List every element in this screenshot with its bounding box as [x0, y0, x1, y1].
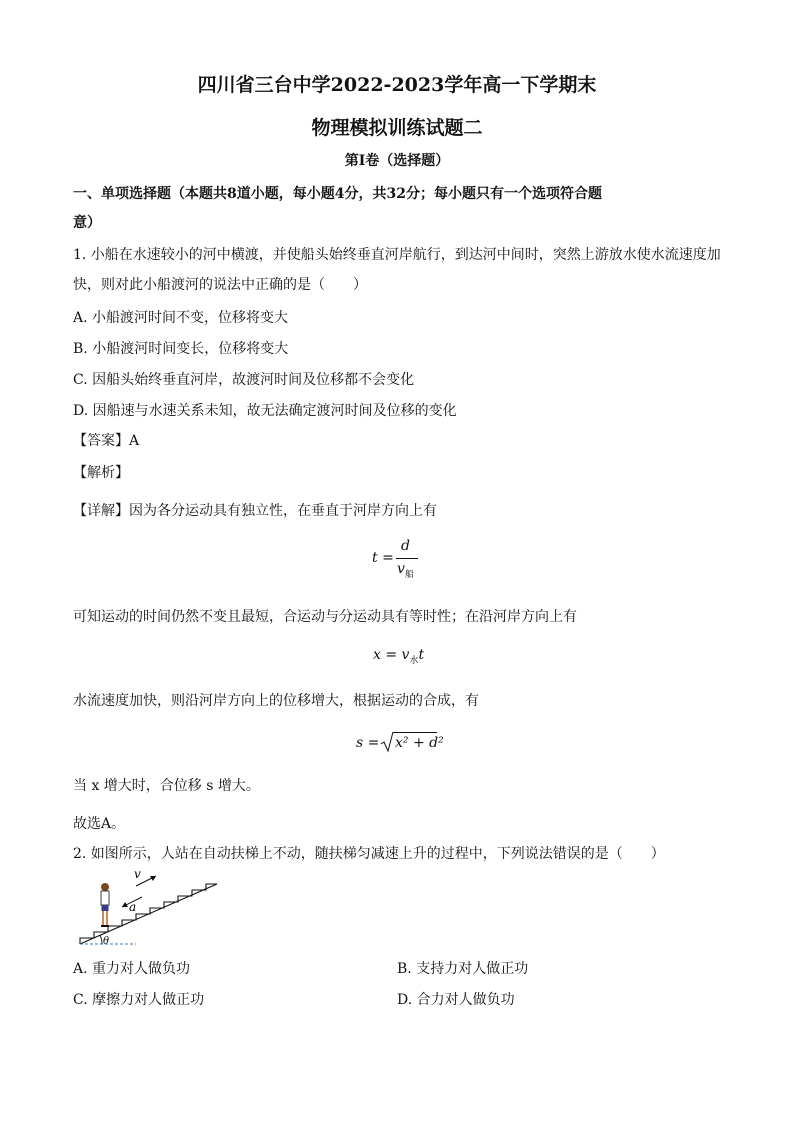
velocity-label: v: [134, 867, 141, 881]
section-heading-cont: 意）: [73, 215, 101, 231]
q1-explanation-line: 可知运动的时间仍然不变且最短，合运动与分运动具有等时性；在沿河岸方向上有: [73, 609, 577, 625]
q2-option-b: B. 支持力对人做正功: [397, 961, 529, 977]
q1-option-a: A. 小船渡河时间不变，位移将变大: [73, 310, 289, 326]
formula-time-lhs: t =: [372, 550, 394, 566]
q2-option-c: C. 摩擦力对人做正功: [73, 992, 205, 1008]
q1-answer: 【答案】A: [73, 433, 140, 449]
formula-time-denominator: $v_船$: [397, 561, 414, 580]
q2-option-d: D. 合力对人做负功: [397, 992, 515, 1008]
section-heading: 一、单项选择题（本题共8道小题，每小题4分，共32分；每小题只有一个选项符合题: [73, 186, 602, 202]
angle-arc: [100, 935, 102, 944]
person-icon: [101, 883, 109, 927]
radical-bar: [393, 732, 437, 733]
sqrt-icon: [380, 731, 394, 753]
q1-stem-cont: 快，则对此小船渡河的说法中正确的是（ ）: [73, 277, 367, 293]
q2-stem: 2. 如图所示，人站在自动扶梯上不动，随扶梯匀减速上升的过程中，下列说法错误的是（ ）: [73, 846, 665, 862]
q1-detail: 【详解】因为各分运动具有独立性，在垂直于河岸方向上有: [73, 503, 437, 519]
q1-analysis-label: 【解析】: [73, 465, 129, 481]
q1-option-c: C. 因船头始终垂直河岸，故渡河时间及位移都不会变化: [73, 372, 415, 388]
formula-displacement-s: [356, 729, 446, 755]
fraction-bar: [396, 558, 418, 559]
q1-stem: 1. 小船在水速较小的河中横渡，并使船头始终垂直河岸航行，到达河中间时，突然上游放水使水流速度加: [73, 247, 721, 263]
acceleration-label: a: [129, 900, 137, 914]
formula-s-lhs: s =: [356, 735, 380, 751]
angle-label: θ: [103, 936, 110, 947]
q1-option-b: B. 小船渡河时间变长，位移将变大: [73, 341, 289, 357]
q1-option-d: D. 因船速与水速关系未知，故无法确定渡河时间及位移的变化: [73, 403, 457, 419]
exam-title: 四川省三台中学2022-2023学年高一下学期末: [197, 74, 597, 96]
q1-explanation-line2: 水流速度加快，则沿河岸方向上的位移增大，根据运动的合成，有: [73, 693, 479, 709]
formula-time: [372, 538, 432, 584]
formula-time-numerator: d: [401, 538, 410, 554]
q2-option-a: A. 重力对人做负功: [73, 961, 191, 977]
formula-s-radicand: x² + d²: [395, 735, 444, 751]
escalator-figure: [76, 864, 221, 948]
exam-subtitle: 物理模拟训练试题二: [311, 117, 483, 139]
formula-displacement-x: $x = v_水t$: [373, 647, 425, 666]
q1-conclusion: 当 x 增大时，合位移 s 增大。: [73, 778, 260, 794]
escalator-incline: [80, 884, 217, 944]
q1-choice: 故选A。: [73, 816, 126, 832]
volume-heading: 第I卷（选择题）: [344, 153, 450, 169]
